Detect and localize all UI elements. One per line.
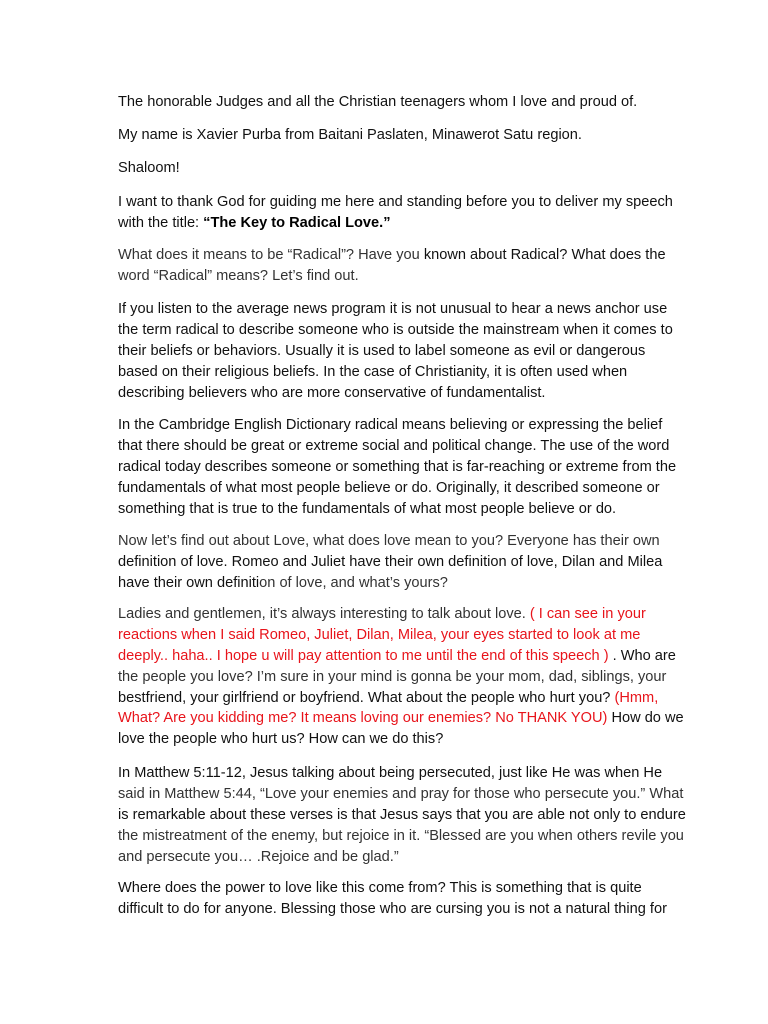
text-line: [118, 457, 676, 478]
paragraph: [118, 878, 667, 920]
text-segment: My name is Xavier Purba from Baitani Paslaten, Minawerot Satu region.: [118, 127, 582, 143]
text-segment: the term radical to describe someone who is outside the mainstream when it comes to: [118, 321, 673, 338]
text-line: [118, 604, 684, 625]
text-segment: something that is true to the fundamentals of what most people believe or do.: [118, 500, 617, 517]
text-segment: word “Radical” means? Let’s find out.: [118, 267, 359, 284]
paragraph: [118, 245, 666, 287]
paragraph: [118, 604, 684, 750]
text-segment: Now let’s find out about Love, what does love mean to you? Everyone has their own: [118, 533, 660, 549]
text-segment: Shaloom!: [118, 160, 180, 176]
text-segment: said in Matthew 5:44, “Love your enemies and pray for those who persecute you.” What: [118, 785, 684, 802]
paragraph: [118, 125, 582, 146]
text-line: [118, 763, 686, 784]
paragraph: [118, 415, 676, 519]
text-line: [118, 320, 673, 341]
text-segment: The honorable Judges and all the Christian teenagers whom I love and proud of.: [118, 94, 638, 110]
text-segment: How do we: [607, 710, 684, 727]
paragraph: [118, 531, 662, 594]
text-line: [118, 125, 582, 146]
text-segment: is remarkable about these verses is that Jesus says that you are able not only to endure: [118, 806, 686, 823]
text-segment: love the people who hurt us? How can we do this?: [118, 731, 444, 748]
text-line: [118, 625, 684, 646]
text-line: [118, 878, 667, 899]
text-line: [118, 383, 673, 404]
text-line: [118, 573, 662, 594]
text-line: [118, 245, 666, 266]
red-aside-text: (Hmm,: [614, 689, 659, 706]
text-line: [118, 667, 684, 688]
text-segment: If you listen to the average news program it is not unusual to hear a news anchor use: [118, 301, 668, 317]
text-segment: have their own definiti: [118, 574, 260, 591]
text-line: [118, 362, 673, 383]
text-segment: describing believers who are more conservative of fundamentalist.: [118, 384, 546, 401]
paragraph: [118, 158, 180, 179]
text-line: [118, 478, 676, 499]
text-line: [118, 805, 686, 826]
paragraph: [118, 192, 673, 234]
text-segment: difficult to do for anyone. Blessing those who are cursing you is not a natural thing for: [118, 900, 667, 917]
text-line: [118, 708, 684, 729]
red-aside-text: deeply.. haha.. I hope u will pay attention to me until the end of this speech ): [118, 647, 609, 664]
text-line: [118, 899, 667, 920]
text-segment: that there should be great or extreme social and political change. The use of the word: [118, 437, 670, 454]
text-segment: and persecute you… .Rejoice and be glad.”: [118, 848, 399, 865]
text-segment: In the Cambridge English Dictionary radical means believing or expressing the belief: [118, 417, 663, 433]
text-line: [118, 646, 684, 667]
text-segment: their beliefs or behaviors. Usually it is used to label someone as evil or dangerous: [118, 342, 646, 359]
text-line: [118, 531, 662, 552]
text-segment: Ladies and gentlemen, it’s always interesting to talk about love.: [118, 606, 530, 622]
text-line: [118, 92, 637, 113]
text-line: [118, 499, 676, 520]
text-line: [118, 729, 684, 750]
text-segment: Where does the power to love like this come from? This is something that is quite: [118, 880, 642, 896]
paragraph: [118, 299, 673, 403]
text-line: [118, 784, 686, 805]
text-segment: fundamentals of what most people believe or do. Originally, it described someone or: [118, 479, 660, 496]
text-line: [118, 158, 180, 179]
red-aside-text: reactions when I said Romeo, Juliet, Dilan, Milea, your eyes started to look at me: [118, 626, 641, 643]
paragraph: [118, 763, 686, 867]
text-segment: with the title:: [118, 214, 204, 231]
red-aside-text: ( I can see in your: [529, 606, 646, 622]
text-segment: In Matthew 5:11-12, Jesus talking about being persecuted, just like He was when He: [118, 765, 663, 781]
text-line: [118, 415, 676, 436]
text-segment: radical today describes someone or something that is far-reaching or extreme from the: [118, 458, 677, 475]
text-line: [118, 436, 676, 457]
text-segment: . Who are: [608, 647, 676, 664]
text-line: [118, 192, 673, 213]
text-line: [118, 299, 673, 320]
red-aside-text: What? Are you kidding me? It means loving our enemies? No THANK YOU): [118, 710, 608, 727]
paragraph: [118, 92, 637, 113]
text-segment: I want to thank God for guiding me here and standing before you to deliver my speech: [118, 194, 673, 210]
text-segment: the mistreatment of the enemy, but rejoice in it. “Blessed are you when others revile you: [118, 827, 684, 844]
text-segment: definition of love. Romeo and Juliet have their own definition of love, Dilan and Milea: [118, 553, 663, 570]
text-segment: known about Radical? What does the: [423, 247, 666, 263]
text-line: [118, 847, 686, 868]
text-segment: the people you love? I’m sure in your mind is gonna be your mom, dad, siblings, your: [118, 668, 667, 685]
text-segment: based on their religious beliefs. In the case of Christianity, it is often used when: [118, 363, 628, 380]
text-line: [118, 213, 673, 234]
text-line: [118, 341, 673, 362]
text-line: [118, 826, 686, 847]
text-line: [118, 552, 662, 573]
text-line: [118, 266, 666, 287]
text-segment: bestfriend, your girlfriend or boyfriend. What about the people who hurt you?: [118, 689, 615, 706]
text-segment: on of love, and what’s yours?: [259, 574, 448, 591]
speech-title: “The Key to Radical Love.”: [203, 214, 391, 231]
text-line: [118, 688, 684, 709]
text-segment: What does it means to be “Radical”? Have you: [118, 247, 424, 263]
